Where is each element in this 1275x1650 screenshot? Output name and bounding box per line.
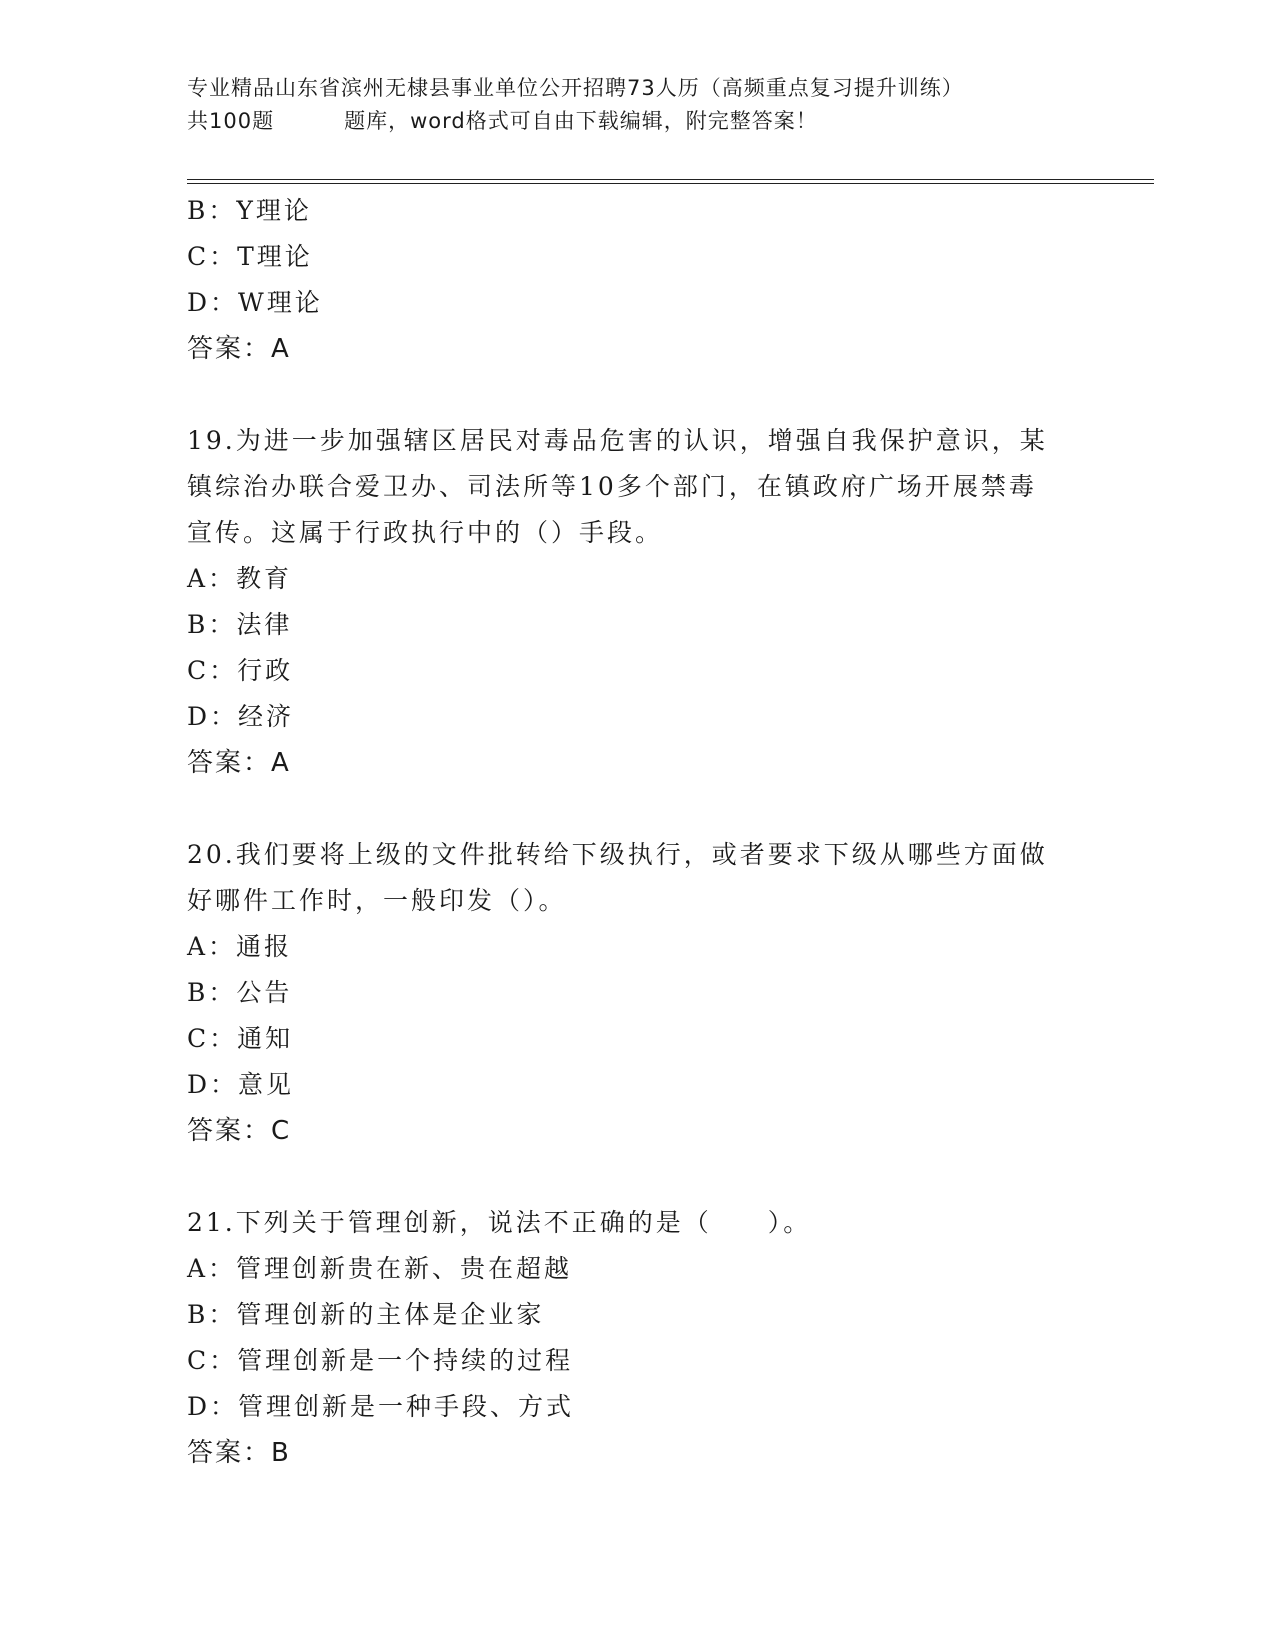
option-b: B：管理创新的主体是企业家 <box>187 1300 545 1329</box>
option-d: D：管理创新是一种手段、方式 <box>187 1392 575 1421</box>
question-stem-line: 镇综治办联合爱卫办、司法所等10多个部门，在镇政府广场开展禁毒 <box>187 472 1037 501</box>
option-d: D：W理论 <box>187 288 323 317</box>
option-a: A：教育 <box>187 564 293 593</box>
option-a: A：管理创新贵在新、贵在超越 <box>187 1254 573 1283</box>
option-c: C：行政 <box>187 656 294 685</box>
answer-line: 答案：A <box>187 748 291 778</box>
header-description: 题库，word格式可自由下载编辑，附完整答案！ <box>344 109 818 133</box>
document-header <box>187 72 1087 138</box>
answer-line: 答案：A <box>187 334 291 364</box>
header-divider-top <box>187 179 1154 180</box>
question-18-continued <box>187 188 1087 372</box>
header-question-count: 共100题 <box>187 109 275 133</box>
answer-line: 答案：B <box>187 1438 291 1468</box>
option-d: D：意见 <box>187 1070 295 1099</box>
question-20 <box>187 832 1087 1154</box>
question-stem-line: 21.下列关于管理创新，说法不正确的是（ ）。 <box>187 1208 812 1237</box>
option-d: D：经济 <box>187 702 295 731</box>
header-divider-bottom <box>187 183 1154 184</box>
question-stem-line: 19.为进一步加强辖区居民对毒品危害的认识，增强自我保护意识，某 <box>187 426 1048 455</box>
question-stem-line: 宣传。这属于行政执行中的（）手段。 <box>187 518 664 547</box>
option-b: B：公告 <box>187 978 293 1007</box>
header-subtitle-line <box>187 105 1087 138</box>
answer-line: 答案：C <box>187 1116 292 1146</box>
question-stem-line: 好哪件工作时，一般印发（）。 <box>187 886 567 915</box>
question-list <box>187 188 1087 1476</box>
option-b: B：法律 <box>187 610 293 639</box>
question-stem-line: 20.我们要将上级的文件批转给下级执行，或者要求下级从哪些方面做 <box>187 840 1048 869</box>
option-c: C：管理创新是一个持续的过程 <box>187 1346 574 1375</box>
header-title-line: 专业精品山东省滨州无棣县事业单位公开招聘73人历（高频重点复习提升训练） <box>187 76 964 100</box>
question-21 <box>187 1200 1087 1476</box>
option-a: A：通报 <box>187 932 293 961</box>
option-c: C：T理论 <box>187 242 313 271</box>
option-b: B：Y理论 <box>187 196 312 225</box>
option-c: C：通知 <box>187 1024 294 1053</box>
question-19 <box>187 418 1087 786</box>
